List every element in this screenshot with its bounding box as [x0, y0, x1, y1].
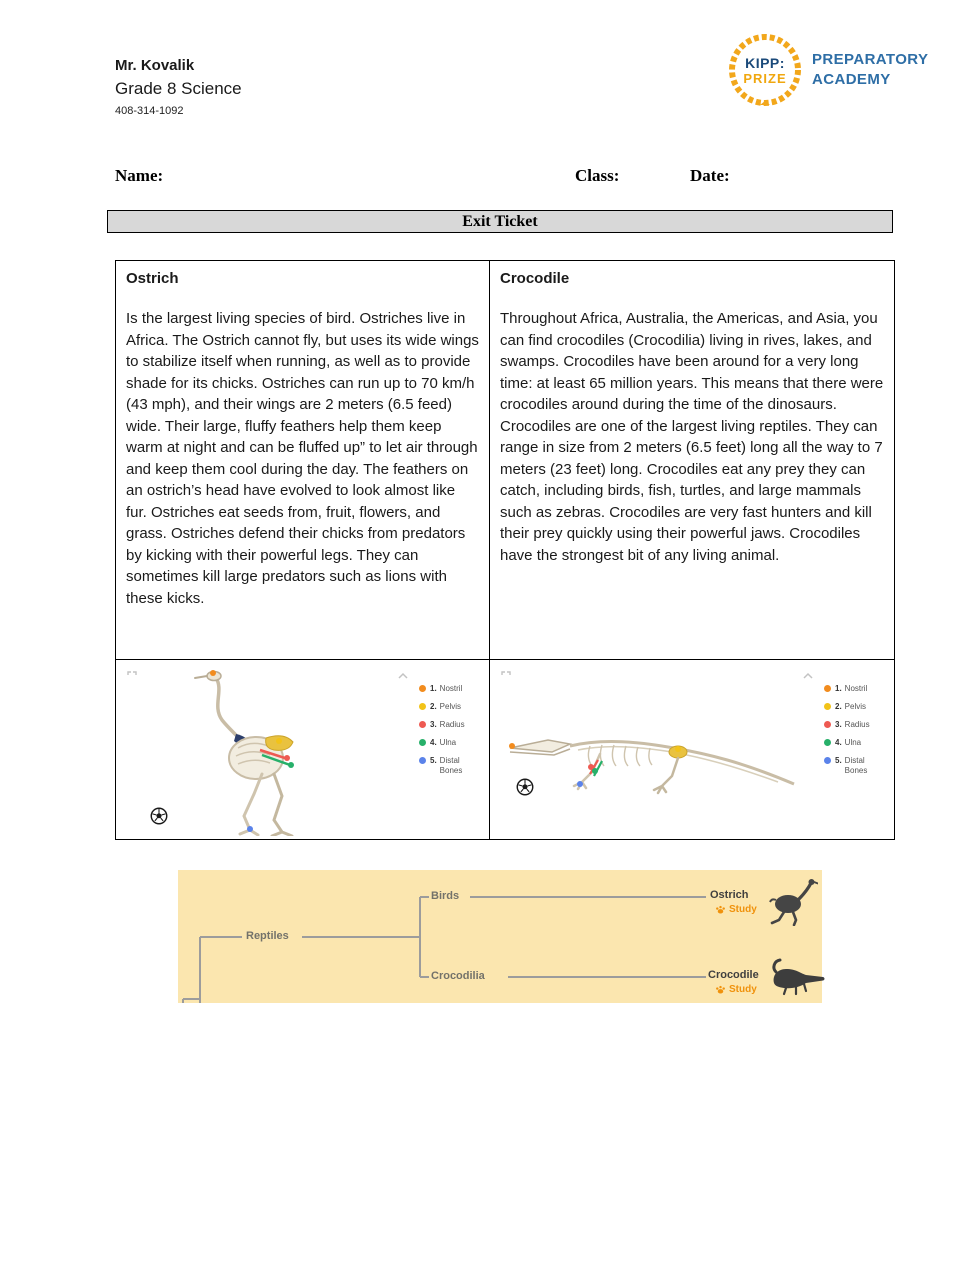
ostrich-paragraph: Is the largest living species of bird. Ostriches live in Africa. The Ostrich cannot fly, but uses its wide wings to stabilize itself when running, as well as to provide shade for its chicks. Ostriches can run up to 70 km/h (43 mph), and their wings are 2 meters (6.5 feed) wide. Their large, fluffy feathers help them keep warm at night and can be fluffed up” to let air through and keep them cool during the day. The feathers on an ostrich’s head have evolved to look almost like fur. Ostriches eat seeds from, fruit, flowers, and grass. Ostriches defend their chicks from predators by kicking with their powerful legs. They can sometimes kill large predators such as lions with these kicks.: [126, 310, 479, 607]
prize-wordmark: PRIZE: [743, 70, 787, 86]
study-link-crocodile: [715, 984, 757, 995]
legend-number: 5.: [835, 756, 842, 765]
ostrich-silhouette-icon: [766, 876, 818, 926]
legend-item: [419, 756, 483, 776]
branch-label-birds: Birds: [431, 890, 460, 902]
legend-item: [419, 720, 483, 730]
phone-number: 408-314-1092: [115, 105, 184, 117]
legend-number: 1.: [430, 684, 437, 693]
legend-color-dot: [419, 757, 426, 764]
soccer-ball-icon: [150, 807, 168, 825]
ostrich-cell: [116, 261, 490, 659]
kipp-wordmark: KIPP:: [745, 54, 785, 71]
legend-label: Pelvis: [844, 702, 867, 711]
legend-number: 5.: [430, 756, 437, 765]
legend-label: Distal Bones: [439, 756, 463, 775]
legend-item: [419, 738, 483, 748]
paw-icon: [715, 904, 726, 915]
legend-label: Nostril: [439, 684, 463, 693]
legend-number: 3.: [835, 720, 842, 729]
legend-label: Ulna: [844, 738, 862, 747]
leaf-label-ostrich: Ostrich: [710, 889, 749, 901]
crocodile-silhouette-icon: [770, 956, 826, 998]
legend-item: [824, 684, 888, 694]
exit-ticket-banner: [107, 210, 893, 233]
legend-label: Radius: [844, 720, 870, 729]
crocodile-skeleton-figure: [490, 660, 894, 839]
crocodile-cell: [490, 261, 894, 659]
study-label: Study: [729, 904, 757, 915]
course-title: Grade 8 Science: [115, 79, 242, 98]
legend-color-dot: [824, 739, 831, 746]
legend-number: 4.: [835, 738, 842, 747]
academy-name-line2: ACADEMY: [812, 71, 891, 88]
legend-label: Radius: [439, 720, 465, 729]
name-label: Name:: [115, 166, 164, 185]
teacher-info: [115, 57, 242, 117]
bone-legend: [419, 684, 483, 784]
crocodile-paragraph: Throughout Africa, Australia, the Americas, and Asia, you can find crocodiles (Crocodilia) living in rives, lakes, and swamps. Crocodiles have been around for a very long time: at least 65 million years. This means that there were crocodiles around during the time of the dinosaurs. Crocodiles are one of the largest living reptiles. They can range in size from 2 meters (6.5 feet) long all the way to 7 meters (23 feet) long. Crocodiles eat any prey they can catch, including birds, fish, turtles, and large mammals such as zebras. Crocodiles are very fast hunters and kill their prey quickly using their powerful jaws. Crocodiles have the strongest bit of any living animal.: [500, 310, 884, 564]
legend-item: [824, 756, 888, 776]
leaf-label-crocodile: Crocodile: [708, 969, 759, 981]
legend-item: [419, 684, 483, 694]
study-label: Study: [729, 984, 757, 995]
crocodile-heading: Crocodile: [500, 270, 570, 287]
teacher-name: Mr. Kovalik: [115, 57, 195, 74]
bone-legend: [824, 684, 888, 784]
crocodile-skeleton-image: [494, 662, 816, 836]
academy-name: [812, 50, 928, 90]
legend-color-dot: [419, 739, 426, 746]
exit-ticket-title: Exit Ticket: [462, 213, 538, 230]
badge-text: [728, 33, 802, 107]
date-label: Date:: [690, 166, 730, 185]
text-row: [116, 261, 894, 660]
legend-item: [824, 702, 888, 712]
legend-number: 2.: [430, 702, 437, 711]
soccer-ball-icon: [516, 778, 534, 796]
study-link-ostrich: [715, 904, 757, 915]
branch-label-reptiles: Reptiles: [246, 930, 289, 942]
legend-color-dot: [824, 685, 831, 692]
legend-color-dot: [419, 721, 426, 728]
academy-name-line1: PREPARATORY: [812, 51, 929, 68]
legend-label: Pelvis: [439, 702, 462, 711]
phylogeny-diagram: [178, 870, 822, 1003]
legend-label: Distal Bones: [844, 756, 868, 775]
class-label: Class:: [575, 166, 620, 185]
paw-icon: [715, 984, 726, 995]
image-row: [116, 660, 894, 839]
legend-number: 2.: [835, 702, 842, 711]
legend-color-dot: [824, 721, 831, 728]
legend-label: Ulna: [439, 738, 457, 747]
kipp-prize-badge: [728, 33, 802, 107]
legend-color-dot: [824, 703, 831, 710]
branch-label-crocodilia: Crocodilia: [431, 970, 485, 982]
legend-number: 1.: [835, 684, 842, 693]
content-table: [115, 260, 895, 840]
ostrich-skeleton-figure: [116, 660, 490, 839]
legend-item: [824, 720, 888, 730]
legend-color-dot: [419, 703, 426, 710]
legend-number: 4.: [430, 738, 437, 747]
legend-item: [824, 738, 888, 748]
legend-item: [419, 702, 483, 712]
legend-label: Nostril: [844, 684, 868, 693]
legend-color-dot: [419, 685, 426, 692]
legend-number: 3.: [430, 720, 437, 729]
legend-color-dot: [824, 757, 831, 764]
ostrich-heading: Ostrich: [126, 270, 179, 287]
school-logo: [728, 33, 928, 107]
